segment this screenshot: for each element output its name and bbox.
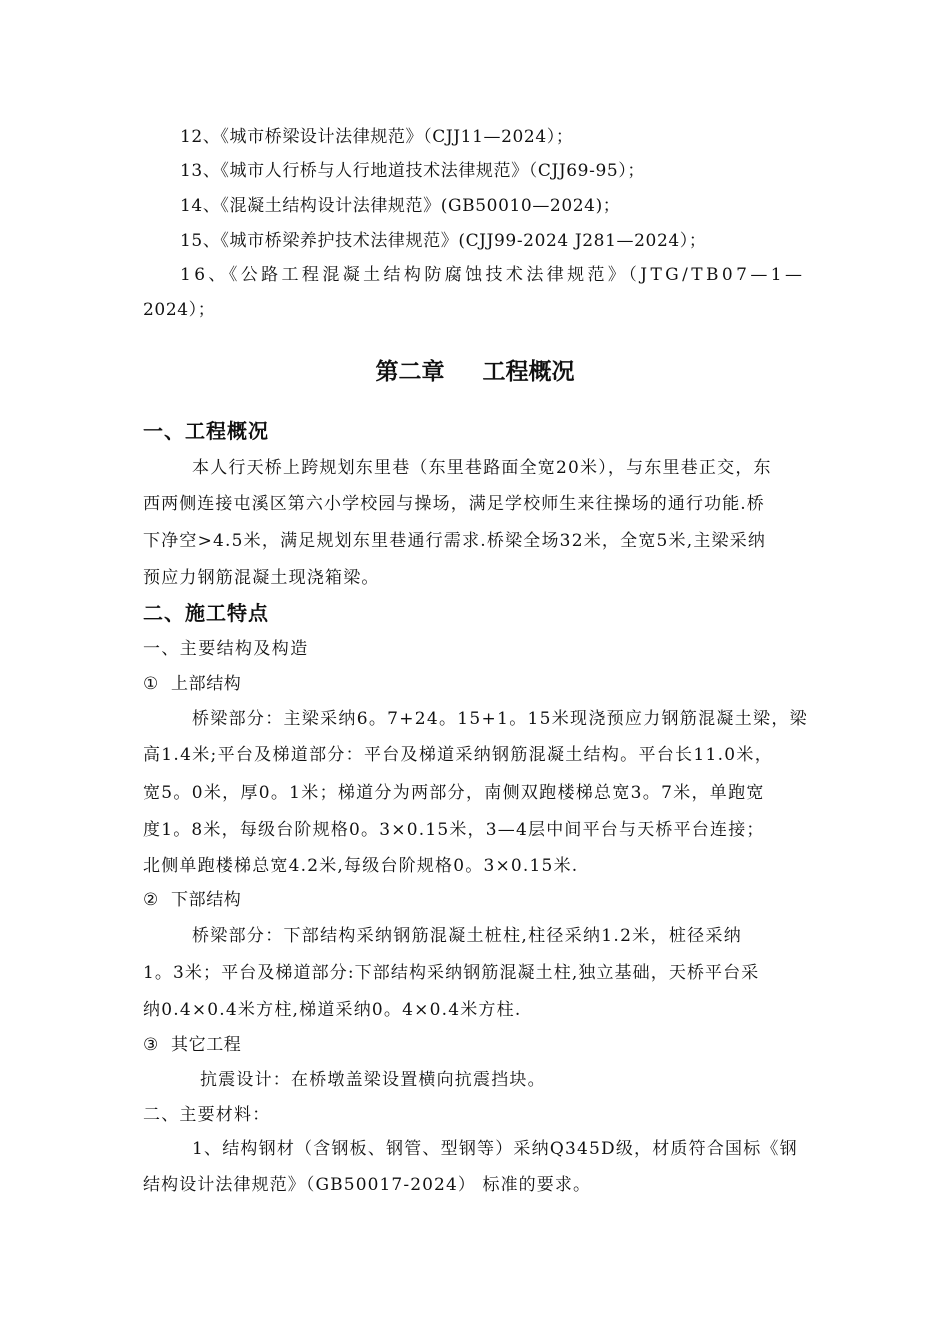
reference-item: 15、《城市桥梁养护技术法律规范》(CJJ99-2024 J281—2024）； <box>180 231 707 251</box>
section-heading: 二、施工特点 <box>143 601 269 625</box>
circled-number: ① <box>143 674 159 694</box>
chapter-heading <box>0 357 950 387</box>
list-item-label: 下部结构 <box>171 890 242 910</box>
circled-number: ② <box>143 890 159 910</box>
reference-item: 12、《城市桥梁设计法律规范》（CJJ11—2024）； <box>180 127 574 147</box>
section-heading: 一、工程概况 <box>143 419 269 443</box>
paragraph-line: 西两侧连接屯溪区第六小学校园与操场，满足学校师生来往操场的通行功能.桥 <box>143 494 765 514</box>
paragraph-line: 结构设计法律规范》（GB50017-2024） 标准的要求。 <box>143 1175 592 1195</box>
paragraph-line: 纳0.4×0.4米方柱,梯道采纳0。4×0.4米方柱. <box>143 1000 522 1020</box>
list-item-heading <box>143 1032 813 1058</box>
subsection-heading: 一、主要结构及构造 <box>143 639 309 659</box>
reference-item-continued: 2024）； <box>143 300 216 320</box>
circled-number: ③ <box>143 1035 159 1055</box>
paragraph-line: 宽5。0米，厚0。1米；梯道分为两部分，南侧双跑楼梯总宽3。7米，单跑宽 <box>143 783 765 803</box>
paragraph-line: 本人行天桥上跨规划东里巷（东里巷路面全宽20米），与东里巷正交，东 <box>192 458 772 478</box>
paragraph-line: 桥梁部分：下部结构采纳钢筋混凝土桩柱,柱径采纳1.2米，桩径采纳 <box>192 926 743 946</box>
list-item-heading <box>143 671 813 697</box>
paragraph-line: 度1。8米，每级台阶规格0。3×0.15米，3—4层中间平台与天桥平台连接； <box>143 820 765 840</box>
list-item-heading <box>143 887 813 913</box>
list-item-label: 上部结构 <box>171 674 242 694</box>
paragraph-line: 预应力钢筋混凝土现浇箱梁。 <box>143 568 380 588</box>
chapter-number: 第二章 <box>375 359 445 385</box>
paragraph-line: 北侧单跑楼梯总宽4.2米,每级台阶规格0。3×0.15米. <box>143 856 579 876</box>
paragraph-line: 高1.4米;平台及梯道部分：平台及梯道采纳钢筋混凝土结构。平台长11.0米， <box>143 745 774 765</box>
paragraph-line: 1、结构钢材（含钢板、钢管、型钢等）采纳Q345D级，材质符合国标《钢 <box>192 1139 798 1159</box>
chapter-title: 工程概况 <box>482 359 575 385</box>
reference-item: 14、《混凝土结构设计法律规范》(GB50010—2024)； <box>180 196 621 216</box>
paragraph-line: 抗震设计：在桥墩盖梁设置横向抗震挡块。 <box>200 1070 546 1090</box>
reference-item: 13、《城市人行桥与人行地道技术法律规范》（CJJ69-95）； <box>180 161 645 181</box>
paragraph-line: 下净空>4.5米，满足规划东里巷通行需求.桥梁全场32米，全宽5米,主梁采纳 <box>143 531 767 551</box>
paragraph-line: 桥梁部分：主梁采纳6。7+24。15+1。15米现浇预应力钢筋混凝土梁，梁 <box>192 709 808 729</box>
reference-item: 16、《公路工程混凝土结构防腐蚀技术法律规范》（JTG/TB07—1— <box>180 265 806 285</box>
list-item-label: 其它工程 <box>171 1035 242 1055</box>
subsection-heading: 二、主要材料： <box>143 1105 271 1125</box>
paragraph-line: 1。3米；平台及梯道部分:下部结构采纳钢筋混凝土柱,独立基础，天桥平台采 <box>143 963 760 983</box>
